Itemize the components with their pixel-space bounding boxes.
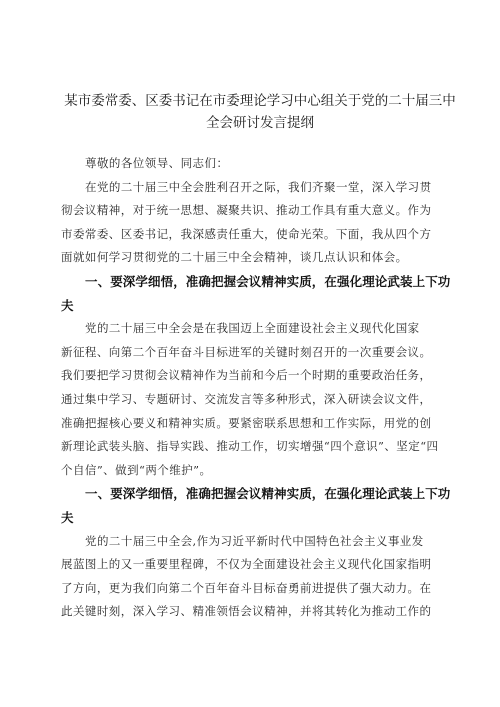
section1-heading: 一、要深学细悟，准确把握会议精神实质，在强化理论武装上下功 <box>85 273 451 289</box>
section2-body-line: 展蓝图上的又一重要里程碑，不仅为全面建设社会主义现代化国家指明 <box>61 557 432 572</box>
section2-body-line: 党的二十届三中全会,作为习近平新时代中国特色社会主义事业发 <box>85 533 424 548</box>
section2-body-line: 此关键时刻，深入学习、精准领悟会议精神，并将其转化为推动工作的 <box>61 604 432 619</box>
intro-line: 在党的二十届三中全会胜利召开之际，我们齐聚一堂，深入学习贯 <box>85 179 432 194</box>
section1-body-line: 通过集中学习、专题研讨、交流发言等多种形式，深入研读会议文件， <box>61 391 432 406</box>
section2-heading-cont: 夫 <box>61 509 74 525</box>
section1-body-line: 个自信”、做到“两个维护”。 <box>61 462 212 477</box>
intro-line: 彻会议精神，对于统一思想、凝聚共识、推动工作具有重大意义。作为 <box>61 203 432 218</box>
section1-body-line: 新征程、向第二个百年奋斗目标进军的关键时刻召开的一次重要会议。 <box>61 344 432 359</box>
section1-heading-cont: 夫 <box>61 297 74 313</box>
section2-body-line: 了方向，更为我们向第二个百年奋斗目标奋勇前进提供了强大动力。在 <box>61 580 432 595</box>
intro-line: 面就如何学习贯彻党的二十届三中全会精神，谈几点认识和体会。 <box>61 250 408 265</box>
document-body <box>61 152 455 624</box>
section1-body-line: 党的二十届三中全会是在我国迈上全面建设社会主义现代化国家 <box>85 321 420 336</box>
intro-line: 市委常委、区委书记，我深感责任重大，使命光荣。下面，我从四个方 <box>61 226 432 241</box>
document-title-line1: 某市委常委、区委书记在市委理论学习中心组关于党的二十届三中 <box>64 93 456 109</box>
section1-body-line: 我们要把学习贯彻会议精神作为当前和今后一个时期的重要政治任务， <box>61 368 432 383</box>
section1-body-line: 新理论武装头脑、指导实践、推动工作，切实增强“四个意识”、坚定“四 <box>61 439 439 454</box>
greeting: 尊敬的各位领导、同志们： <box>85 156 229 170</box>
section1-body-line: 准确把握核心要义和精神实质。要紧密联系思想和工作实际，用党的创 <box>61 415 432 430</box>
document-title-line2: 全会研讨发言提纲 <box>206 115 314 131</box>
section2-heading: 一、要深学细悟，准确把握会议精神实质，在强化理论武装上下功 <box>85 486 451 502</box>
